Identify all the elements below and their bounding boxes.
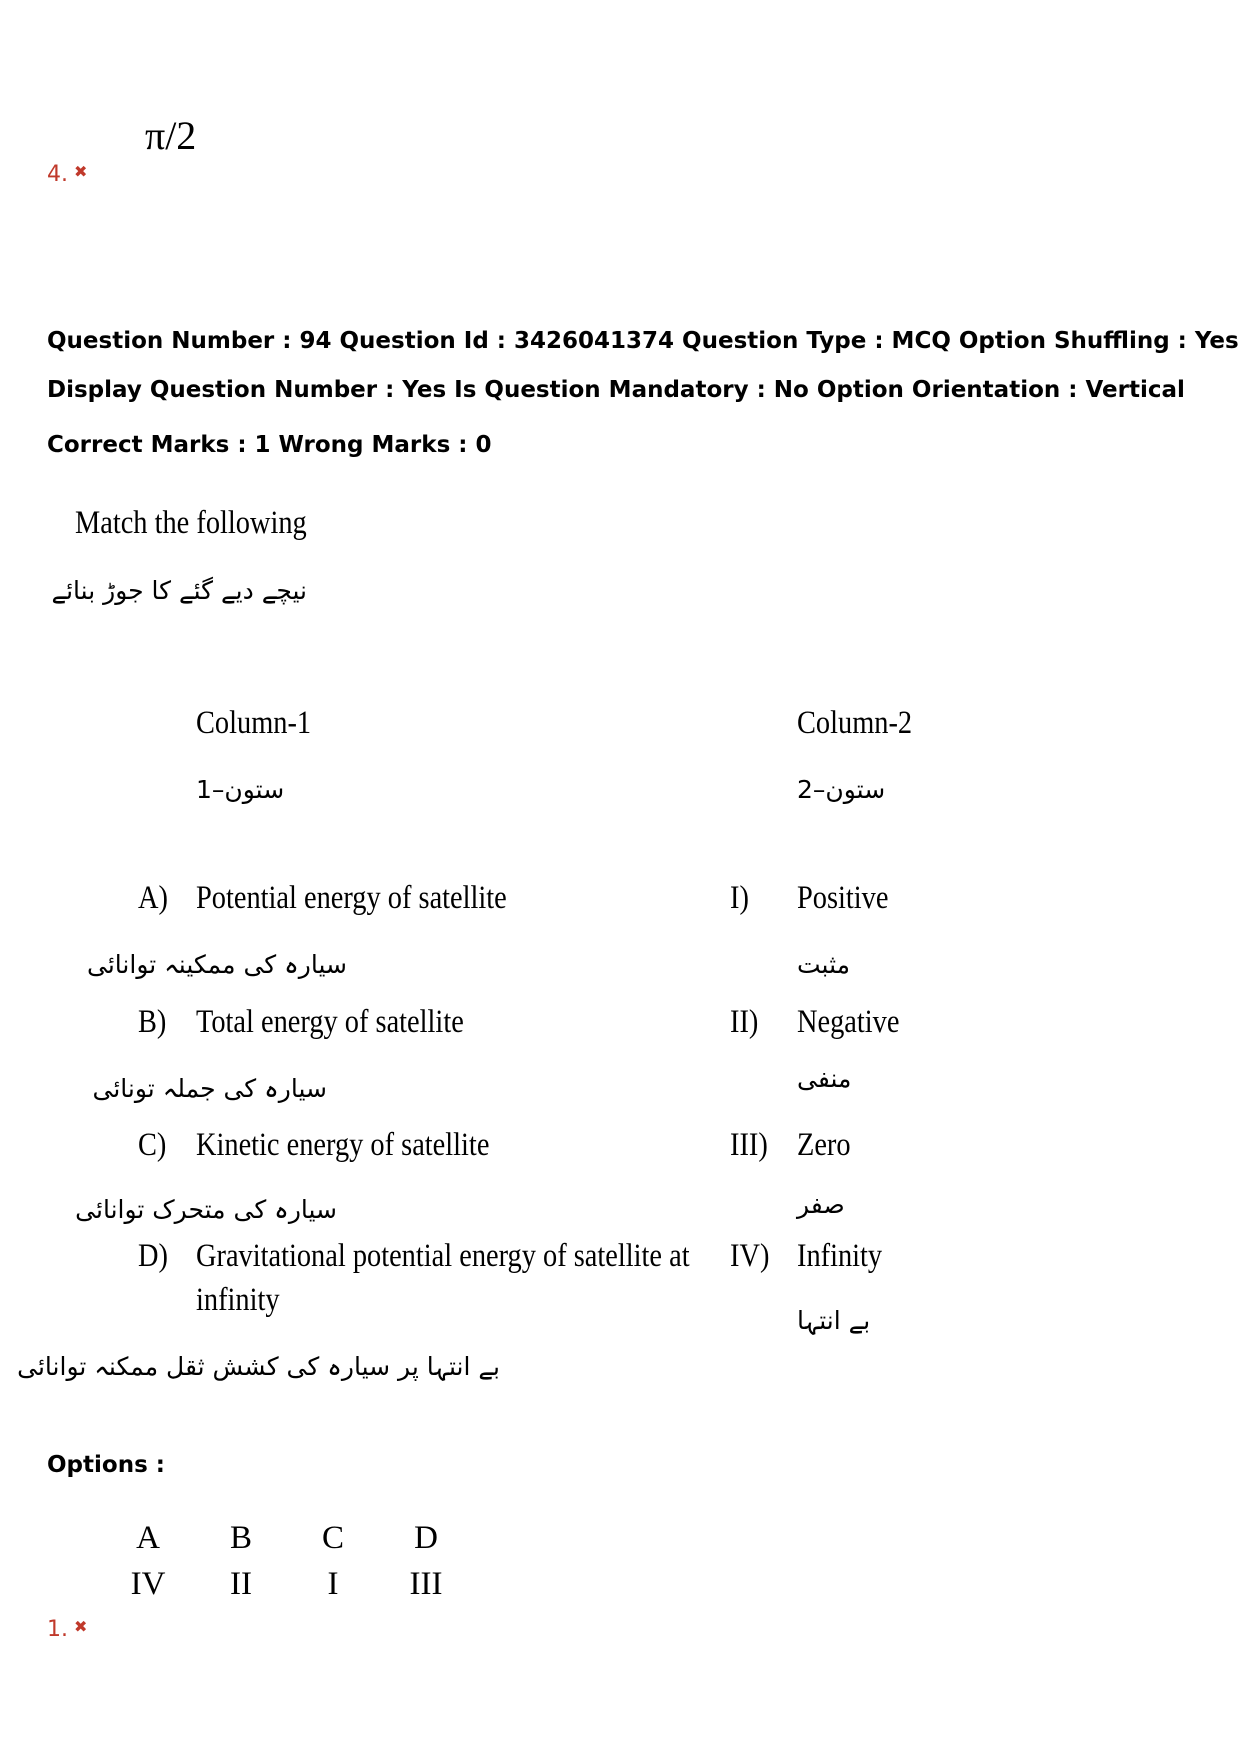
item-c-label: C): [138, 1127, 167, 1163]
wrong-cross-icon: ✖: [74, 1617, 88, 1636]
item-d-text: Gravitational potential energy of satellite at: [196, 1238, 690, 1274]
item-d-urdu: بے انتہا پر سیارہ کی کشش ثقل ممکنہ توانائی: [17, 1352, 500, 1381]
item-a-label: A): [138, 880, 168, 916]
column-1-heading: Column-1: [196, 705, 312, 741]
item-d-text-continued: infinity: [196, 1282, 280, 1318]
item-i-label: I): [730, 880, 749, 916]
option-1-number: 1.: [47, 1617, 68, 1642]
item-d-label: D): [138, 1238, 168, 1274]
item-c-text: Kinetic energy of satellite: [196, 1127, 490, 1163]
wrong-cross-icon: ✖: [74, 162, 88, 181]
option-1-marker: [47, 1617, 87, 1642]
option-1-value-a: IV: [130, 1566, 166, 1602]
item-iii-label: III): [730, 1127, 768, 1163]
item-iv-label: IV): [730, 1238, 770, 1274]
column-2-heading: Column-2: [797, 705, 913, 741]
item-b-urdu: سیارہ کی جملہ تونائی: [92, 1074, 327, 1103]
option-1-value-d: III: [409, 1566, 443, 1602]
question-meta-line-2: Display Question Number : Yes Is Question Mandatory : No Option Orientation : Vertical: [47, 377, 1185, 403]
column-1-heading-urdu: ستون–1: [196, 775, 285, 804]
item-ii-text: Negative: [797, 1004, 900, 1040]
item-a-urdu: سیارہ کی ممکینہ توانائی: [87, 950, 347, 979]
option-1-value-b: II: [230, 1566, 252, 1602]
item-b-text: Total energy of satellite: [196, 1004, 464, 1040]
item-i-text: Positive: [797, 880, 889, 916]
item-c-urdu: سیارہ کی متحرک توانائی: [75, 1195, 337, 1224]
item-iii-text: Zero: [797, 1127, 851, 1163]
item-iv-urdu: بے انتہا: [797, 1306, 871, 1335]
option-4-marker: [47, 162, 87, 187]
item-ii-urdu: منفی: [797, 1064, 852, 1093]
option-4-number: 4.: [47, 162, 68, 187]
question-meta-line-3: Correct Marks : 1 Wrong Marks : 0: [47, 432, 492, 458]
question-meta-line-1: Question Number : 94 Question Id : 3426041374 Question Type : MCQ Option Shuffling : Yes: [47, 328, 1239, 354]
item-a-text: Potential energy of satellite: [196, 880, 507, 916]
item-iv-text: Infinity: [797, 1238, 883, 1274]
question-title: Match the following: [75, 505, 307, 541]
option-1-value-c: I: [327, 1566, 339, 1602]
item-b-label: B): [138, 1004, 167, 1040]
options-label: Options :: [47, 1452, 165, 1478]
item-iii-urdu: صفر: [797, 1190, 845, 1219]
item-i-urdu: مثبت: [797, 950, 851, 979]
option-1-header-b: B: [229, 1520, 252, 1556]
option-1-header-c: C: [321, 1520, 344, 1556]
item-ii-label: II): [730, 1004, 759, 1040]
option-1-header-d: D: [414, 1520, 438, 1556]
question-title-urdu: نیچے دیے گئے کا جوڑ بنائے: [51, 576, 307, 605]
option-1-header-a: A: [136, 1520, 160, 1556]
option-4-value: π/2: [145, 113, 197, 158]
column-2-heading-urdu: ستون–2: [797, 775, 886, 804]
